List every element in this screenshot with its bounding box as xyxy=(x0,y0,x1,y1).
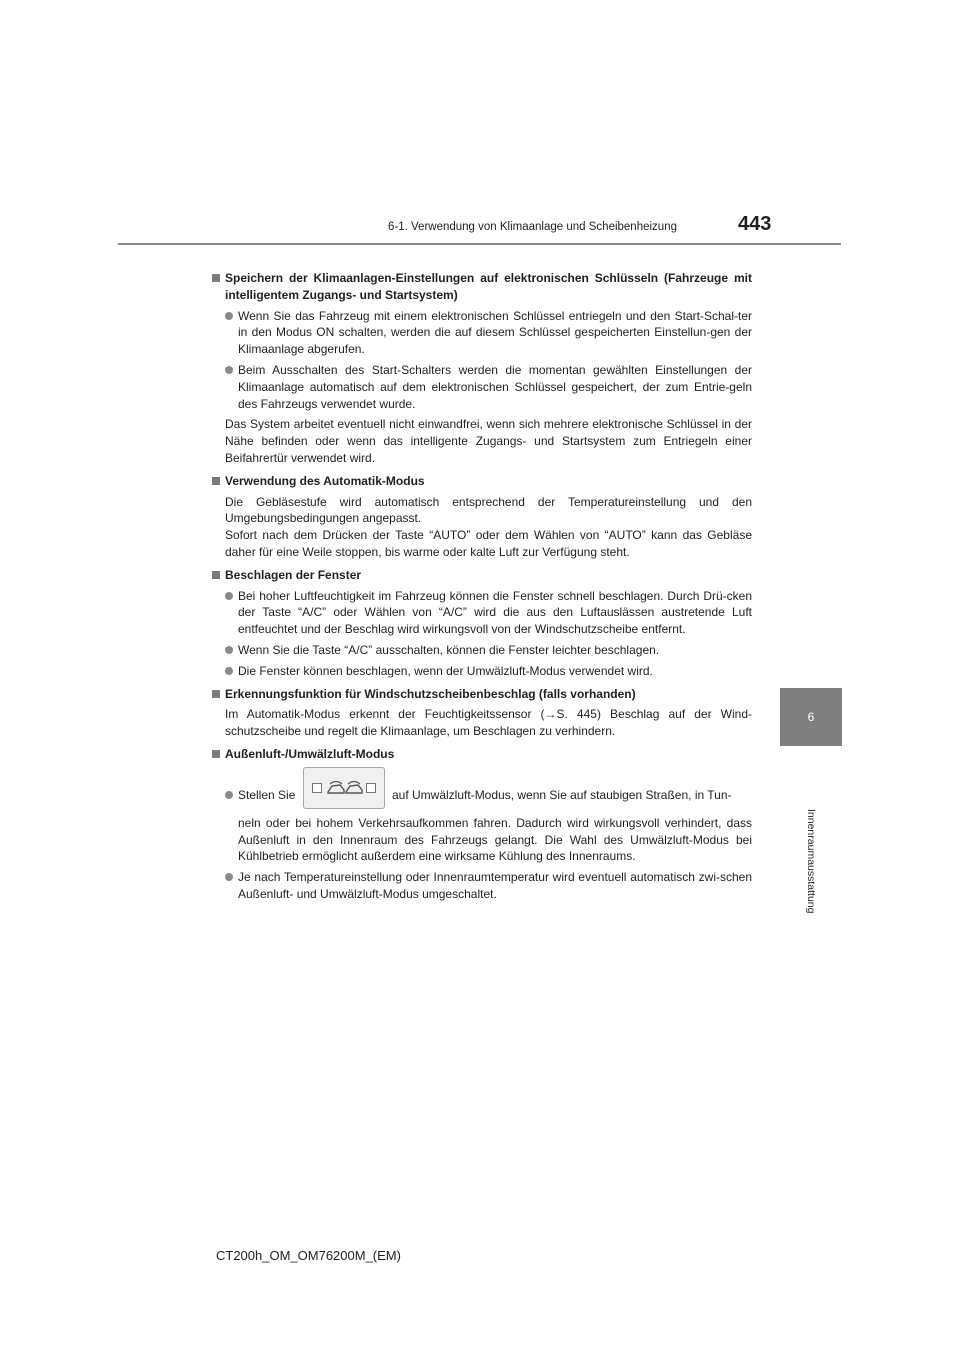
paragraph: Im Automatik-Modus erkennt der Feuchtigkeitssensor (→S. 445) Beschlag auf der Wind-schutzscheibe und regelt die Klimaanlage, um Beschlagen zu verhindern. xyxy=(225,707,752,739)
list-item xyxy=(212,362,752,412)
heading-text: Verwendung des Automatik-Modus xyxy=(225,473,425,488)
square-bullet-icon xyxy=(212,274,220,282)
section-heading xyxy=(212,270,752,304)
page-content xyxy=(212,270,752,903)
list-item-text: Je nach Temperatureinstellung oder Innenraumtemperatur wird eventuell automatisch zwi-schen Außenluft- und Umwälzluft-Modus umgeschaltet. xyxy=(238,870,752,901)
list-item-text: Wenn Sie das Fahrzeug mit einem elektronischen Schlüssel entriegeln und den Start-Schal-ter in den Modus ON schalten, werden die auf diesem Schlüssel gespeicherten Einstellun-gen der Klimaanlage abgerufen. xyxy=(238,308,752,357)
list-item-text: neln oder bei hohem Verkehrsaufkommen fahren. Dadurch wird wirkungsvoll verhindert, dass Außenluft in den Innenraum des Fahrzeugs gelangt. Die Wahl des Umwälzluft-Modus bei Kühlbetrieb ermöglicht außerdem eine wirksame Kühlung des Innenraums. xyxy=(238,815,752,864)
circle-bullet-icon xyxy=(225,312,233,320)
chapter-tab: 6 xyxy=(780,688,842,746)
list-item xyxy=(212,767,752,865)
circle-bullet-icon xyxy=(225,791,233,799)
circle-bullet-icon xyxy=(225,366,233,374)
square-bullet-icon xyxy=(212,690,220,698)
circle-bullet-icon xyxy=(225,592,233,600)
list-item-text: Die Fenster können beschlagen, wenn der Umwälzluft-Modus verwendet wird. xyxy=(238,663,653,678)
car-recirculation-icon xyxy=(326,778,364,798)
section-heading xyxy=(212,746,752,763)
list-item xyxy=(212,642,752,659)
note-paragraph: Das System arbeitet eventuell nicht einwandfrei, wenn sich mehrere elektronische Schlüssel in der Nähe befinden oder wenn das intelligente Zugangs- und Startsystem zum Entriegeln einer Beifahrertür verwendet wird. xyxy=(225,417,752,465)
list-item-text: Beim Ausschalten des Start-Schalters werden die momentan gewählten Einstellungen der Klimaanlage automatisch auf dem elektronischen Schlüssel gespeichert, der zum Entrie-geln des Fahrzeugs verwendet wurde. xyxy=(238,362,752,411)
heading-text: Außenluft-/Umwälzluft-Modus xyxy=(225,746,395,761)
circle-bullet-icon xyxy=(225,667,233,675)
square-bullet-icon xyxy=(212,571,220,579)
square-bullet-icon xyxy=(212,750,220,758)
chapter-side-label: Innenraumausstattung xyxy=(805,809,817,914)
paragraph: Die Gebläsestufe wird automatisch entsprechend der Temperatureinstellung und den Umgebungsbedingungen angepasst. xyxy=(225,494,752,526)
section-heading xyxy=(212,473,752,490)
heading-text: Speichern der Klimaanlagen-Einstellungen auf elektronischen Schlüsseln (Fahrzeuge mit intelligentem Zugangs- und Startsystem) xyxy=(225,271,752,302)
page-number: 443 xyxy=(738,213,772,235)
list-item xyxy=(212,663,752,680)
list-item xyxy=(212,869,752,903)
indicator-icon xyxy=(312,783,322,793)
list-item xyxy=(212,588,752,638)
list-item-text: Wenn Sie die Taste “A/C” ausschalten, können die Fenster leichter beschlagen. xyxy=(238,642,660,657)
header-section-title: 6-1. Verwendung von Klimaanlage und Scheibenheizung xyxy=(388,221,677,233)
list-item xyxy=(212,308,752,358)
paragraph: Sofort nach dem Drücken der Taste “AUTO” oder dem Wählen von “AUTO” kann das Gebläse daher für eine Weile stoppen, bis warme oder kalte Luft zur Verfügung steht. xyxy=(225,528,752,559)
list-item-text: Bei hoher Luftfeuchtigkeit im Fahrzeug können die Fenster schnell beschlagen. Durch Drü-cken der Taste “A/C” oder Wählen von “A/C” wird die aus den Luftauslässen austretende Luft entfeuchtet und der Beschlag wird wirkungsvoll von der Windschutzscheibe entfernt. xyxy=(238,588,752,637)
list-item-text: auf Umwälzluft-Modus, wenn Sie auf staubigen Straßen, in Tun- xyxy=(392,787,732,802)
section-heading xyxy=(212,686,752,703)
header-divider xyxy=(118,243,841,245)
square-bullet-icon xyxy=(212,477,220,485)
footer-doc-code: CT200h_OM_OM76200M_(EM) xyxy=(216,1248,401,1263)
heading-text: Erkennungsfunktion für Windschutzscheibenbeschlag (falls vorhanden) xyxy=(225,686,636,701)
section-heading xyxy=(212,567,752,584)
circle-bullet-icon xyxy=(225,873,233,881)
recirculation-button-icon xyxy=(303,767,385,809)
heading-text: Beschlagen der Fenster xyxy=(225,567,362,582)
list-item-text: Stellen Sie xyxy=(238,787,296,802)
circle-bullet-icon xyxy=(225,646,233,654)
indicator-icon xyxy=(366,783,376,793)
